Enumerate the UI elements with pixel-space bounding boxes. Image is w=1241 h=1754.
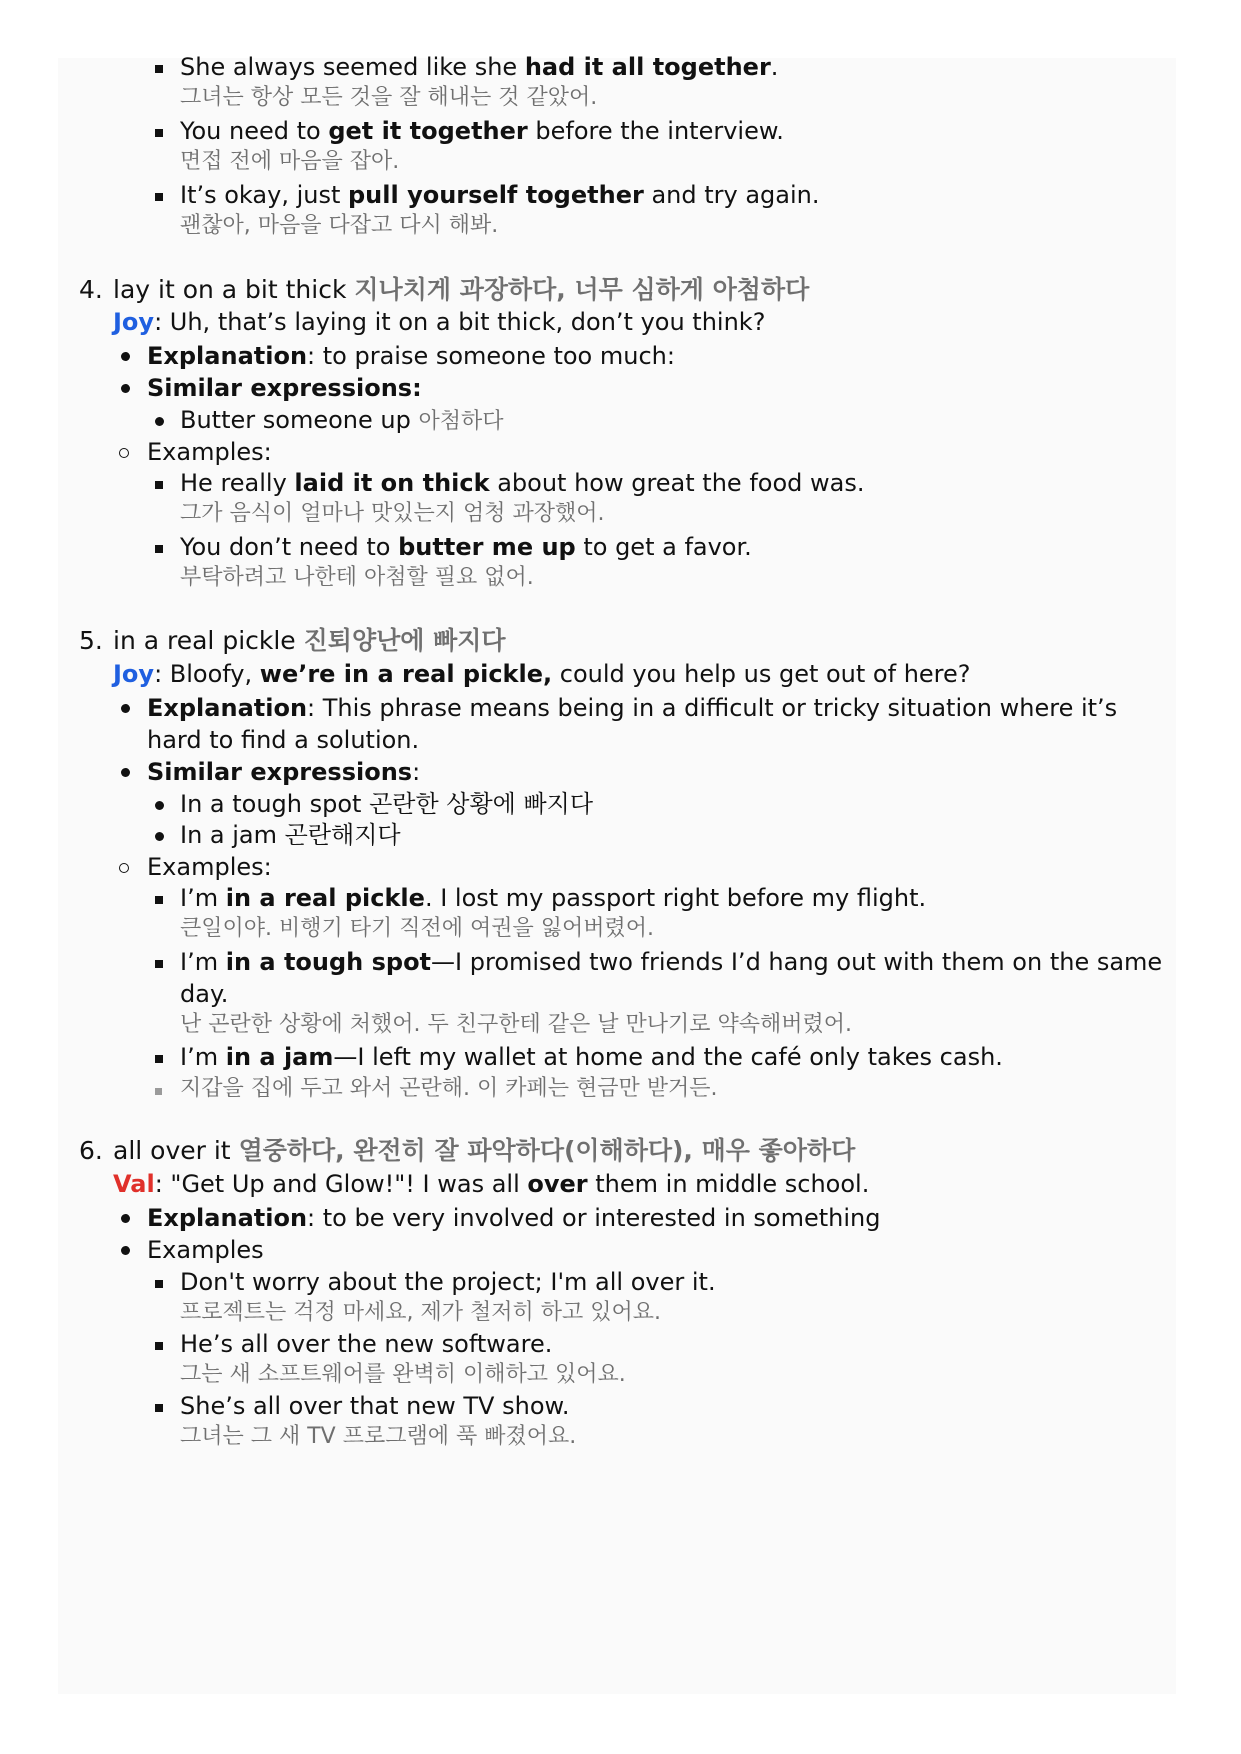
example-translation: 지갑을 집에 두고 와서 곤란해. 이 카페는 현금만 받거든. — [180, 1076, 718, 1101]
disc-bullet-icon — [121, 1246, 130, 1255]
examples-label: Examples — [147, 1236, 264, 1264]
explanation-item: Explanation: to praise someone too much: — [147, 342, 675, 370]
example-translation: 그가 음식이 얼마나 맛있는지 엄청 과장했어. — [180, 501, 605, 526]
example-translation: 부탁하려고 나한테 아첨할 필요 없어. — [180, 565, 534, 590]
expression-title: all over it 열중하다, 완전히 잘 파악하다(이해하다), 매우 좋아하다 — [113, 1136, 856, 1165]
square-bullet-icon — [155, 1404, 163, 1412]
similar-item: Butter someone up 아첨하다 — [180, 406, 504, 434]
disc-bullet-icon — [121, 384, 130, 393]
disc-bullet-icon — [121, 352, 130, 361]
explanation-item: Explanation: This phrase means being in a difficult or tricky situation where it’s — [147, 694, 1118, 722]
expression-number: 4. — [79, 275, 103, 304]
example-sentence: He’s all over the new software. — [180, 1330, 553, 1358]
expression-title: lay it on a bit thick 지나치게 과장하다, 너무 심하게 아첨하다 — [113, 275, 810, 304]
examples-label: Examples: — [147, 853, 272, 881]
example-sentence: She always seemed like she had it all together. — [180, 53, 779, 81]
square-bullet-icon — [155, 129, 163, 137]
example-translation: 난 곤란한 상황에 처했어. 두 친구한테 같은 날 만나기로 약속해버렸어. — [180, 1012, 852, 1037]
disc-bullet-icon — [155, 832, 164, 841]
example-sentence: You don’t need to butter me up to get a favor. — [180, 533, 752, 561]
disc-bullet-icon — [155, 417, 164, 426]
circle-bullet-icon — [119, 863, 129, 873]
page — [58, 53, 1176, 1694]
square-bullet-icon — [155, 960, 163, 968]
circle-bullet-icon — [119, 448, 129, 458]
example-sentence: I’m in a tough spot—I promised two friends I’d hang out with them on the same — [180, 948, 1163, 976]
dialogue-line: Val: "Get Up and Glow!"! I was all over them in middle school. — [113, 1170, 870, 1198]
square-bullet-icon — [155, 1280, 163, 1288]
example-sentence: I’m in a real pickle. I lost my passport right before my flight. — [180, 884, 927, 912]
disc-bullet-icon — [121, 1214, 130, 1223]
square-bullet-icon — [155, 1055, 163, 1063]
explanation-continuation: hard to find a solution. — [147, 726, 420, 754]
example-translation: 면접 전에 마음을 잡아. — [180, 149, 400, 174]
example-translation: 큰일이야. 비행기 타기 직전에 여권을 잃어버렸어. — [180, 916, 654, 941]
square-bullet-icon — [155, 1342, 163, 1350]
expression-number: 5. — [79, 626, 103, 655]
explanation-item: Explanation: to be very involved or interested in something — [147, 1204, 881, 1232]
dialogue-line: Joy: Uh, that’s laying it on a bit thick, don’t you think? — [113, 308, 766, 336]
square-bullet-icon — [155, 193, 163, 201]
square-bullet-icon — [155, 1088, 162, 1095]
dialogue-line: Joy: Bloofy, we’re in a real pickle, could you help us get out of here? — [113, 660, 971, 688]
example-sentence: It’s okay, just pull yourself together and try again. — [180, 181, 820, 209]
square-bullet-icon — [155, 481, 163, 489]
example-sentence: She’s all over that new TV show. — [180, 1392, 570, 1420]
example-translation: 그녀는 항상 모든 것을 잘 해내는 것 같았어. — [180, 85, 598, 110]
similar-item: In a tough spot 곤란한 상황에 빠지다 — [180, 790, 594, 818]
similar-label: Similar expressions: — [147, 374, 422, 402]
example-sentence: He really laid it on thick about how great the food was. — [180, 469, 865, 497]
square-bullet-icon — [155, 545, 163, 553]
example-sentence: You need to get it together before the interview. — [180, 117, 784, 145]
example-sentence: Don't worry about the project; I'm all over it. — [180, 1268, 716, 1296]
similar-label: Similar expressions: — [147, 758, 421, 786]
example-translation: 그는 새 소프트웨어를 완벽히 이해하고 있어요. — [180, 1362, 626, 1387]
example-sentence: I’m in a jam—I left my wallet at home and the café only takes cash. — [180, 1043, 1003, 1071]
expression-number: 6. — [79, 1136, 103, 1165]
disc-bullet-icon — [121, 768, 130, 777]
square-bullet-icon — [155, 896, 163, 904]
examples-label: Examples: — [147, 438, 272, 466]
disc-bullet-icon — [121, 704, 130, 713]
square-bullet-icon — [155, 65, 163, 73]
example-translation: 프로젝트는 걱정 마세요, 제가 철저히 하고 있어요. — [180, 1300, 661, 1325]
example-translation: 괜찮아, 마음을 다잡고 다시 해봐. — [180, 213, 499, 238]
similar-item: In a jam 곤란해지다 — [180, 821, 401, 849]
disc-bullet-icon — [155, 801, 164, 810]
example-sentence-continuation: day. — [180, 980, 229, 1008]
expression-title: in a real pickle 진퇴양난에 빠지다 — [113, 626, 506, 655]
example-translation: 그녀는 그 새 TV 프로그램에 푹 빠졌어요. — [180, 1424, 577, 1449]
